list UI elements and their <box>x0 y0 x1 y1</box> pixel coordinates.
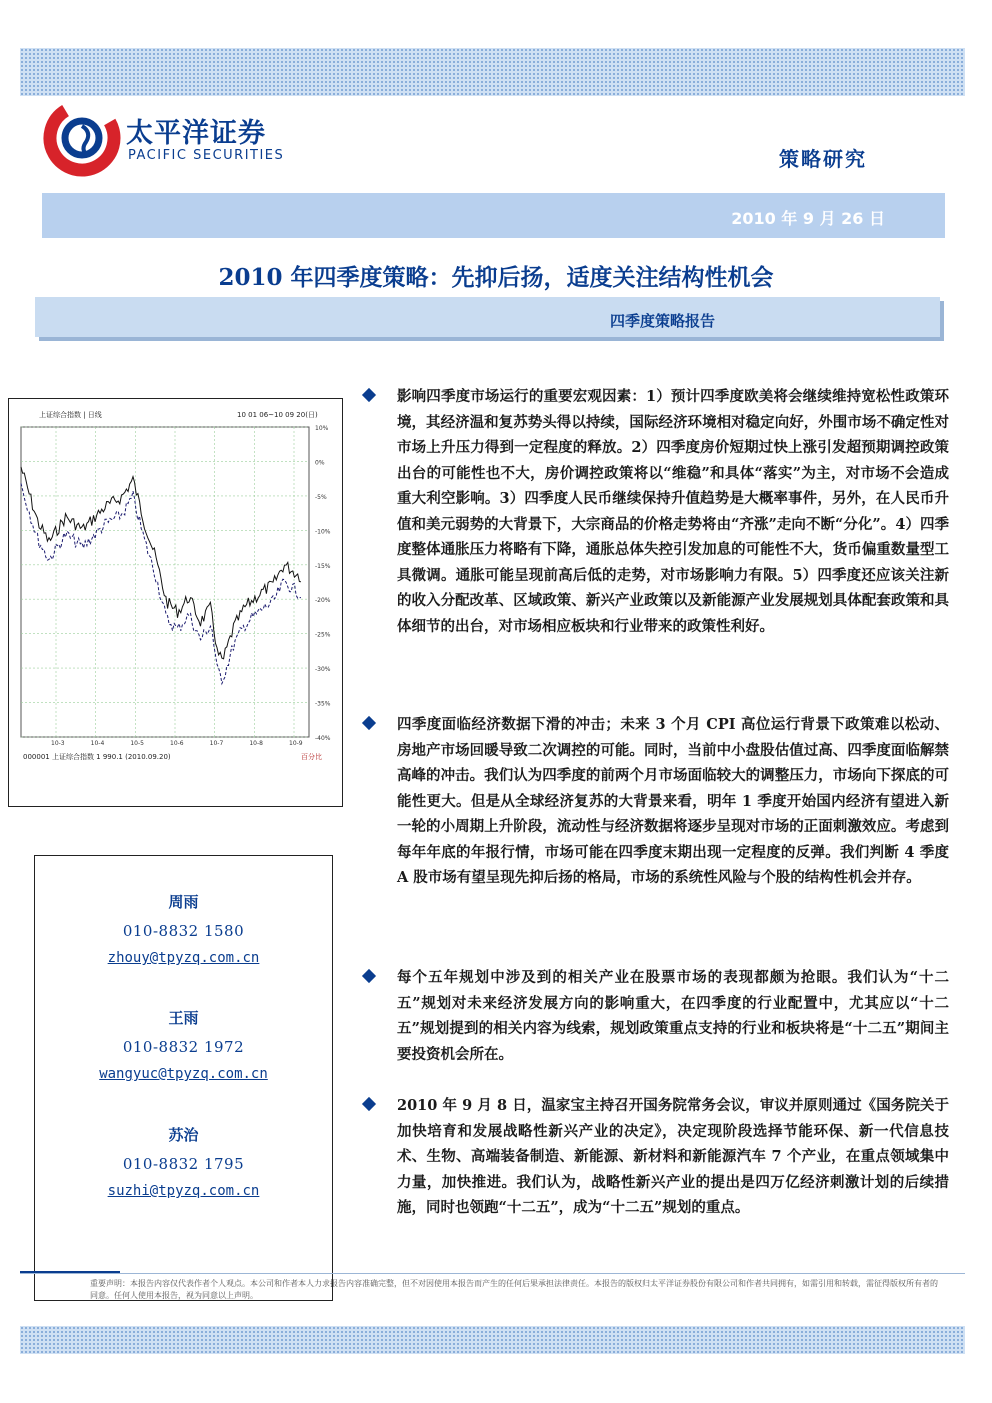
list-item <box>364 965 949 1067</box>
analyst-contacts <box>34 855 333 1301</box>
chart-footer-left: 000001 上证综合指数 1 990.1 (2010.09.20) <box>23 753 171 761</box>
bullet-diamond-icon <box>362 388 376 402</box>
chart-plot-frame <box>21 427 309 737</box>
report-subtitle: 四季度策略报告 <box>610 312 716 330</box>
chart-y-tick-label: -30% <box>315 666 331 674</box>
analyst-phone: 010-8832 1580 <box>122 922 245 940</box>
analyst-email-link[interactable]: zhouy@tpyzq.com.cn <box>107 950 260 966</box>
list-item <box>364 1093 949 1221</box>
bullet-diamond-icon <box>362 716 376 730</box>
index-chart-figure <box>8 398 343 807</box>
report-category: 策略研究 <box>779 147 867 171</box>
chart-x-tick-label: 10-8 <box>249 740 263 747</box>
report-title: 2010 年四季度策略：先抑后扬，适度关注结构性机会 <box>218 264 774 291</box>
bullet-diamond-icon <box>362 1097 376 1111</box>
chart-x-tick-label: 10-7 <box>209 740 224 747</box>
chart-y-tick-label: -20% <box>315 597 331 605</box>
chart-y-tick-label: 10% <box>315 425 329 432</box>
contact-card <box>35 891 332 966</box>
analyst-name: 王雨 <box>168 1009 199 1027</box>
bullet-diamond-icon <box>362 969 376 983</box>
list-item-text: 四季度面临经济数据下滑的冲击；未来 3 个月 CPI 高位运行背景下政策难以松动、房地产市场回暖导致二次调控的可能。同时，当前中小盘股估值过高、四季度面临解禁高峰的冲击。我们认为四季度的前两个月市场面临较大的调整压力，市场向下探底的可能性更大。但是从全球经济复苏的大背景来看，明年 1 季度开始国内经济有望进入新一轮的小周期上升阶段，流动性与经济数据将逐步呈现对市场的正面刺激效应。考虑到每年年底的年报行情，市场可能在四季度末期出现一定程度的反弹。我们判断 4 季度 A 股市场有望呈现先抑后扬的格局，市场的系统性风险与个股的结构性机会并存。 <box>397 716 949 886</box>
chart-y-tick-label: -40% <box>315 735 331 742</box>
chart-header-left: 上证综合指数 | 日线 <box>39 411 102 419</box>
footer-divider <box>20 1273 965 1274</box>
logo-english-name: PACIFIC SECURITIES <box>128 148 285 163</box>
analyst-email-link[interactable]: suzhi@tpyzq.com.cn <box>107 1183 260 1199</box>
logo-chinese-name: 太平洋证券 <box>126 118 266 149</box>
analyst-phone: 010-8832 1795 <box>122 1155 245 1173</box>
disclaimer-text: 重要声明：本报告内容仅代表作者个人观点。本公司和作者本人力求报告内容准确完整，但不对因使用本报告而产生的任何后果承担法律责任。本报告的版权归太平洋证券股份有限公司和作者共同拥有，如需引用和转载，需征得版权所有者的同意。任何人使用本报告，视为同意以上声明。 <box>90 1279 938 1300</box>
chart-x-tick-label: 10-3 <box>51 740 65 747</box>
chart-y-tick-label: -35% <box>315 700 331 708</box>
analyst-name: 苏治 <box>168 1126 199 1144</box>
date-bar <box>42 193 945 238</box>
analyst-phone: 010-8832 1972 <box>122 1038 245 1056</box>
bottom-decorative-band <box>20 1326 965 1354</box>
analyst-name: 周雨 <box>168 893 199 911</box>
list-item-text: 2010 年 9 月 8 日，温家宝主持召开国务院常务会议，审议并原则通过《国务院关于加快培育和发展战略性新兴产业的决定》，决定现阶段选择节能环保、新一代信息技术、生物、高端装备制造、新能源、新材料和新能源汽车 7 个产业，在重点领域集中力量，加快推进。我们认为，战略性新兴产业的提出是四万亿经济刺激计划的后续措施，同时也领跑“十二五”，成为“十二五”规划的重点。 <box>397 1097 949 1216</box>
subtitle-bar <box>35 297 940 337</box>
contact-card <box>35 1007 332 1082</box>
chart-series-line-dashed <box>21 483 301 683</box>
analyst-email-link[interactable]: wangyuc@tpyzq.com.cn <box>99 1066 268 1082</box>
logo-mark-icon <box>40 86 140 186</box>
list-item-text: 每个五年规划中涉及到的相关产业在股票市场的表现都颇为抢眼。我们认为“十二五”规划对未来经济发展方向的影响重大，在四季度的行业配置中，尤其应以“十二五”规划提到的相关内容为线索，规划政策重点支持的行业和板块将是“十二五”期间主要投资机会所在。 <box>397 969 949 1063</box>
report-date: 2010 年 9 月 26 日 <box>731 209 885 228</box>
chart-footer-right: 百分比 <box>301 753 322 761</box>
chart-x-tick-label: 10-4 <box>90 740 105 747</box>
chart-x-tick-label: 10-9 <box>289 740 303 747</box>
index-chart <box>9 399 342 806</box>
list-item-text: 影响四季度市场运行的重要宏观因素：1）预计四季度欧美将会继续维持宽松性政策环境，其经济温和复苏势头得以持续，国际经济环境相对稳定向好，外围市场不确定性对市场上升压力得到一定程度的释放。2）四季度房价短期过快上涨引发超预期调控政策出台的可能性也不大，房价调控政策将以“维稳”和具体“落实”为主，对市场不会造成重大利空影响。3）四季度人民币继续保持升值趋势是大概率事件，另外，在人民币升值和美元弱势的大背景下，大宗商品的价格走势将由“齐涨”走向不断“分化”。4）四季度整体通胀压力将略有下降，通胀总体失控引发加息的可能性不大，货币偏重数量型工具微调。通胀可能呈现前高后低的走势，对市场影响力有限。5）四季度还应该关注新的收入分配改革、区域政策、新兴产业政策以及新能源产业发展规划具体配套政策和具体细节的出台，对市场相应板块和行业带来的政策性利好。 <box>397 388 949 635</box>
contact-card <box>35 1124 332 1199</box>
chart-y-tick-label: -5% <box>315 493 327 501</box>
company-logo <box>40 86 290 186</box>
chart-y-tick-label: -15% <box>315 562 331 570</box>
chart-y-tick-label: -25% <box>315 631 331 639</box>
list-item <box>364 712 949 891</box>
chart-y-tick-label: 0% <box>315 459 325 467</box>
chart-x-tick-label: 10-6 <box>170 740 184 747</box>
chart-header-right: 10 01 06~10 09 20(日) <box>237 411 318 419</box>
chart-y-tick-label: -10% <box>315 528 331 536</box>
list-item <box>364 384 949 639</box>
chart-x-tick-label: 10-5 <box>130 740 144 747</box>
